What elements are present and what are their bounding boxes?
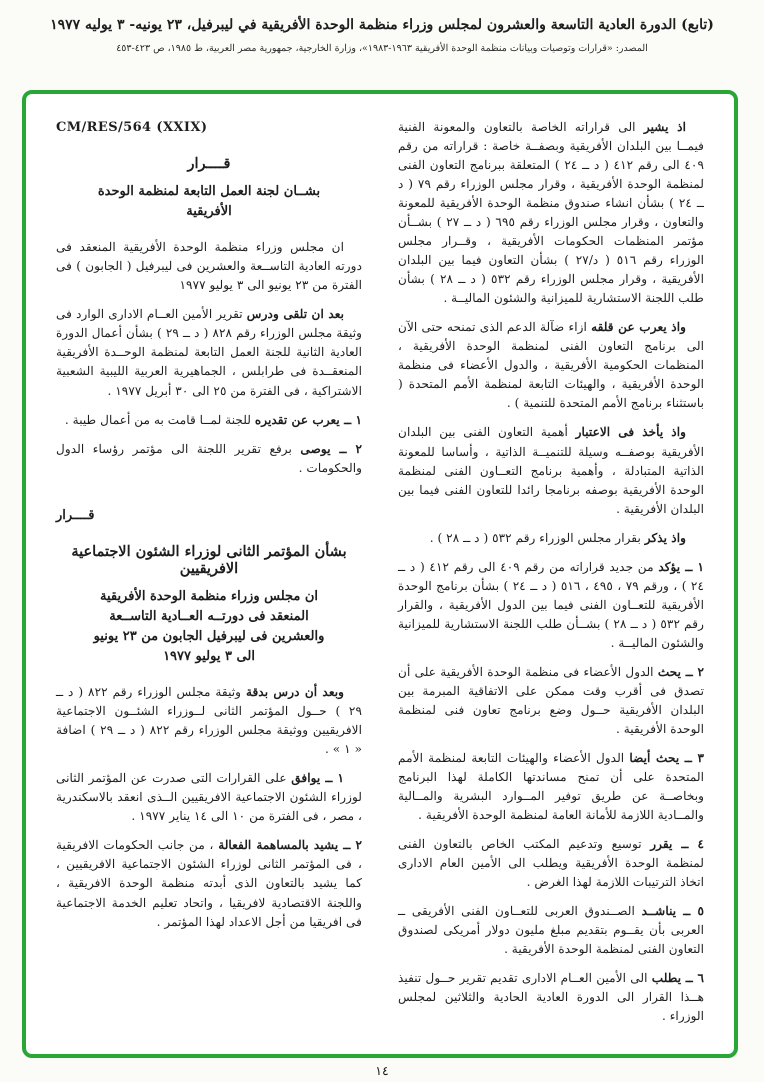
paragraph-text: تقرير الأمين العــام الادارى الوارد فى وثيقة مجلس الوزراء رقم ٨٢٨ ( د ــ ٢٩ ) بشأن أعمال الدورة العادية الثانية للجنة العمل التابعة لمنظمة الوحــدة الأفريقية المنعقــدة فى طرابلس ، الجماهيرية العربية الليبية الشعبية الاشتراكية ، فى الفترة من ٢٥ الى ٣٠ أبريل ١٩٧٧ . [56,307,363,398]
document-frame [22,90,738,1058]
page-footer [0,1063,764,1078]
resolution-title: قــــرار [187,155,231,172]
paragraph [398,529,704,548]
item-lead: ٥ ــ يناشــد [641,904,704,919]
item-text: للجنة لمــا قامت به من أعمال طيبة . [64,412,251,427]
resolution-subtitle: ان مجلس وزراء منظمة الوحدة الأفريقية المنعقد فى دورتــه العــادية التاســعة والعشرين فى ليبرفيل الجابون من ٢٣ يونيو الى ٣ يوليو ١٩٧٧ [93,588,325,665]
paragraph-lead: واذ يعرب عن قلقه [591,320,686,335]
page-number: ١٤ [375,1063,389,1078]
item-lead: ١ ــ يؤكد [658,559,705,574]
right-column [398,118,704,1036]
paragraph-text: وثيقة مجلس الوزراء رقم ٨٢٢ ( د ــ ٢٩ ) حــول المؤتمر الثانى لــوزراء الشئــون الاجتماعية الافريقيين ووثيقة مجلس الوزراء رقم ٨٢٢ ( د ــ ٢٩ ) اضافة « ١ » . [56,685,363,757]
item-text: الدول الأعضاء والهيئات التابعة لمنظمة الأمم المتحدة على أن تمنح مساندتها الكاملة لهذا البرنامج وبخاصــة عن طريق توفير المــوارد البشرية والمــالية والمــادية اللازمة للأمانة العامة لمنظمة الوحدة الأفريقية . [398,750,704,823]
paragraph [56,683,362,759]
resolution-title: بشأن المؤتمر الثانى لوزراء الشئون الاجتماعية الافريقيين [71,542,347,577]
item-lead: ١ ــ يعرب عن تقديره [254,412,362,427]
paragraph-text: الى قراراته الخاصة بالتعاون والمعونة الفنية فيمــا بين البلدان الأفريقية وبصفــة خاصة : قراراته من رقم ٤٠٩ الى رقم ٤١٢ ( د ــ ٢٤ ) المتعلقة ببرنامج التعاون الفنى لمنظمة الوحدة الأفريقية ، وقرار مجلس الوزراء رقم ٧٩ ( د ــ ٢٤ ) بشأن انشاء صندوق منظمة الوحدة الأفريقية للمعونة والتعاون ، وقرار مجلس الوزراء رقم ٦٩٥ ( د ــ ٢٧ ) بشــأن مؤتمر المنظمات الحكومات الأفريقية ، وقــرار مجلس الوزراء رقم ٥١٦ ( د/٢٧ ) بشأن التعاون فيما بين البلدان الأفريقية ، وقرار مجلس الوزراء رقم ٥٣٢ ( د ــ ٢٨ ) بشأن طلب اللجنة الاستشارية للميزانية والشئون الماليــة . [398,120,705,306]
paragraph: ان مجلس وزراء منظمة الوحدة الأفريقية المنعقد فى دورته العادية التاســعة والعشرين فى ليبرفيل ( الجابون ) فى الفترة من ٢٣ يونيو الى ٣ يوليو ١٩٧٧ [56,240,362,293]
paragraph-text: ازاء ضآلة الدعم الذى تمنحه حتى الآن الى برنامج التعاون الفنى لمنظمة الوحدة الأفريقية ، المنظمات الحكومية الأفريقية ، والدول الأعضاء فى منظمة الوحدة الأفريقية ، والهيئات التابعة لمنظمة الأمم المتحدة ( باستثناء برنامج الأمم المتحدة للتنمية ) . [398,320,704,411]
item-text: برفع تقرير اللجنة الى مؤتمر رؤساء الدول والحكومات . [56,441,362,475]
item-lead: ٢ ــ يشيد بالمساهمة الفعالة [218,838,363,853]
numbered-item [56,836,362,931]
numbered-item [398,969,704,1026]
paragraph [398,423,704,518]
left-column [56,118,362,1036]
numbered-item [398,558,704,653]
paragraph-lead: وبعد أن درس بدقة [245,685,344,700]
header-title: (تابع) الدورة العادية التاسعة والعشرون لمجلس وزراء منظمة الوحدة الأفريقية في ليبرفيل، ٢٣ يونيه- ٣ يوليه ١٩٧٧ [50,17,714,33]
paragraph-text: بقرار مجلس الوزراء رقم ٥٣٢ ( د ــ ٢٨ ) . [429,530,641,545]
item-text: توسيع وتدعيم المكتب الخاص بالتعاون الفنى لمنظمة الوحدة الأفريقية ويطلب الى الأمين العام الادارى اتخاذ الترتيبات اللازمة لهذا الغرض . [398,837,704,890]
numbered-item [398,902,704,959]
item-lead: ٣ ــ يحث أيضا [629,750,704,765]
paragraph [398,118,704,308]
item-text: ، من جانب الحكومات الافريقية ، فى المؤتمر الثانى لوزراء الشئون الاجتماعية الافريقيين ، كما يشيد بالتعاون الذى أبدته منظمة الوحدة الافريقية ، واللجنة الاقتصادية لافريقيا ، واتحاد تعليم الخدمة الاجتماعية فى افريقيا من أجل الاعداد لهذا المؤتمر . [56,838,362,929]
paragraph-lead: ١ ــ يوافق [291,771,344,786]
paragraph-lead: بعد ان تلقى ودرس [246,307,345,322]
numbered-item [398,749,704,825]
item-lead: ٢ ــ يوصى [300,441,363,456]
item-text: الى الأمين العــام الادارى تقديم تقرير حــول تنفيذ هــذا القرار الى الدورة العادية الحادية والثلاثين لمجلس الوزراء . [398,971,704,1024]
resolution-code: CM/RES/564 (XXIX) [56,120,208,135]
numbered-item [398,835,704,892]
item-text: الصــندوق العربى للتعــاون الفنى الأفريقى ــ العربى بأن يقــوم بتقديم مبلغ مليون دولار أمريكى لصندوق التعاون الفنى لمنظمة الوحدة الأفريقية . [398,904,704,957]
two-column-layout [56,118,704,1036]
paragraph-text: على القرارات التى صدرت عن المؤتمر الثانى لوزراء الشئون الاجتماعية الافريقيين الــذى انعقد بالاسكندرية ، مصر ، فى الفترة من ١٠ الى ١٤ يناير ١٩٧٧ . [56,771,362,824]
paragraph-text: أهمية التعاون الفنى بين البلدان الأفريقية بوصفــه وسيلة للتنميــة الذاتية ، وأساسا للمعونة الذاتية المتبادلة ، وأهمية برنامج التعــاون الفنى لمنظمة الوحدة الأفريقية بوصفه برنامجا رائدا للتعاون الفنى فيما بين البلدان الأفريقية . [398,425,704,516]
item-lead: ٢ ــ يحث [657,664,705,679]
paragraph [56,769,362,826]
paragraph [398,318,704,413]
numbered-item [56,440,362,478]
paragraph-lead: واذ يذكر [644,530,686,545]
numbered-item [56,411,362,430]
item-text: من جديد قراراته من رقم ٤٠٩ الى رقم ٤١٢ ( د ــ ٢٤ ) ، ورقم ٧٩ ، ٤٩٥ ، ٥١٦ ( د ــ ٢٤ ) بشأن برنامج الوحدة الأفريقية للتعــاون الفنى فيما بين الدول الأفريقية ، والقرار رقم ٥٣٢ ( د ــ ٢٨ ) بشــأن طلب اللجنة الاستشارية للميزانية والشئون الماليــة . [398,559,705,650]
numbered-item [398,663,704,739]
paragraph-lead: واذ يأخذ فى الاعتبار [575,425,686,440]
resolution-subtitle: بشــان لجنة العمل التابعة لمنظمة الوحدة الأفريقية [97,184,321,220]
item-lead: ٤ ــ يقرر [650,837,705,852]
source-line: المصدر: «قرارات وتوصيات وبيانات منظمة الوحدة الأفريقية ١٩٦٣-١٩٨٣»، وزارة الخارجية، جمهورية مصر العربية، ط ١٩٨٥، ص ٤٢٣-٤٥٣ [116,42,648,54]
page-header [0,0,764,54]
paragraph-lead: اذ يشير [643,120,686,134]
resolution-code: قــــرار [56,507,95,523]
item-text: الدول الأعضاء فى منظمة الوحدة الأفريقية على أن تصدق فى أقرب وقت ممكن على الاتفاقية المبرمة بين البلدان الأفريقية حــول وضع برنامج تعاون فنى لمنظمة الوحدة الأفريقية . [398,664,704,736]
item-lead: ٦ ــ يطلب [651,971,704,986]
paragraph [56,305,362,400]
